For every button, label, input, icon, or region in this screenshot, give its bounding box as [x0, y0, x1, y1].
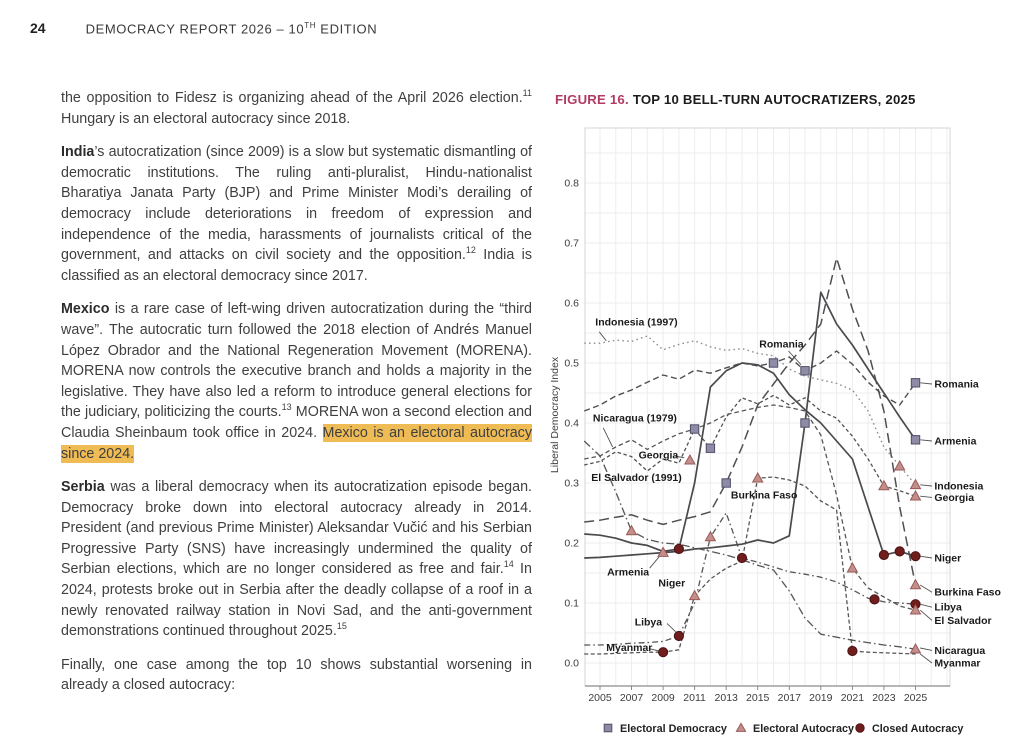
paragraph	[61, 299, 532, 464]
svg-text:Closed Autocracy: Closed Autocracy	[872, 722, 964, 735]
svg-text:Electoral Democracy: Electoral Democracy	[620, 722, 727, 735]
svg-text:0.3: 0.3	[564, 477, 579, 490]
series-elsalvador	[584, 405, 915, 610]
svg-text:Romania: Romania	[759, 338, 804, 351]
svg-text:0.4: 0.4	[564, 417, 579, 430]
svg-text:2011: 2011	[683, 692, 706, 704]
svg-text:2005: 2005	[588, 692, 612, 704]
svg-text:Armenia: Armenia	[607, 566, 650, 579]
page-number: 24	[30, 20, 46, 36]
svg-text:2021: 2021	[840, 692, 865, 704]
svg-text:Myanmar: Myanmar	[606, 641, 653, 654]
series-indonesia	[584, 336, 915, 485]
axis-labels	[549, 178, 927, 705]
svg-text:2013: 2013	[714, 692, 738, 704]
closed-autocracy-icon	[856, 724, 864, 732]
page-header	[30, 20, 377, 36]
text-segment: 13	[281, 402, 292, 413]
text-segment: was a liberal democracy when its autocratization episode began. Democracy broke down into electoral autocracy already in 2014. President (and previous Prime Minister) Aleksandar Vučić and his Serbian Progressive Party (SNS) have increasingly undermined the quality of Serbian elections, which are no longer considered as free and fair.	[61, 479, 532, 578]
svg-text:Electoral Autocracy: Electoral Autocracy	[753, 722, 855, 735]
svg-text:Libya: Libya	[934, 601, 962, 614]
electoral-autocracy-icon	[736, 723, 745, 731]
svg-text:Armenia: Armenia	[934, 435, 977, 448]
svg-text:Burkina Faso: Burkina Faso	[730, 489, 798, 502]
svg-text:2023: 2023	[872, 692, 896, 704]
svg-text:Indonesia (1997): Indonesia (1997)	[595, 316, 678, 329]
highlighted-text: Mexico is an electoral autocracy since 2024.	[61, 424, 532, 462]
paragraph	[61, 142, 532, 286]
svg-text:2025: 2025	[903, 692, 928, 704]
text-segment: Mexico	[61, 301, 110, 318]
paragraph	[61, 477, 532, 642]
svg-text:0.7: 0.7	[564, 237, 579, 250]
svg-text:Myanmar: Myanmar	[934, 657, 981, 670]
text-segment: 14	[503, 559, 514, 570]
text-segment: In 2024, protests broke out in Serbia after the deadly collapse of a roof in a newly renovated railway station in Novi Sad, and the anti-government demonstrations continued throughout 2025.	[61, 561, 532, 640]
svg-text:0.2: 0.2	[564, 537, 579, 550]
country-labels	[591, 317, 1001, 670]
paragraph	[61, 655, 532, 696]
text-segment: ’s autocratization (since 2009) is a slow but systematic dismantling of democratic institutions. The ruling anti-pluralist, Hindu-nationalist Bharatiya Janata Party (BJP) and Prime Minister Modi’s derailing of democracy include deteriorations in freedom of expression and independence of the media, harassments of journalists critical of the government, and attacks on civil society and the opposition.	[61, 144, 532, 264]
svg-text:2007: 2007	[619, 692, 644, 704]
text-segment: the opposition to Fidesz is organizing ahead of the April 2026 election.	[61, 90, 523, 106]
figure-title	[555, 92, 916, 107]
svg-text:El Salvador (1991): El Salvador (1991)	[591, 472, 682, 485]
svg-text:Liberal Democracy Index: Liberal Democracy Index	[549, 356, 561, 474]
svg-text:Nicaragua: Nicaragua	[934, 644, 986, 657]
svg-text:Niger: Niger	[934, 552, 962, 565]
text-segment: Hungary is an electoral autocracy since 2018.	[61, 110, 351, 127]
article	[61, 88, 532, 709]
electoral-democracy-icon	[604, 724, 612, 732]
svg-text:2015: 2015	[746, 692, 770, 704]
text-segment: is a rare case of left-wing driven autocratization during the “third wave”. The autocratic turn followed the 2018 election of Andrés Manuel López Obrador and the National Regeneration Movement (MORENA). MORENA now controls the executive branch and holds a majority in the legislative. They have also led a reform to introduce general elections for the judiciary, politicizing the courts.	[61, 301, 532, 421]
figure-label: FIGURE 16.	[555, 92, 629, 107]
text-segment: 11	[522, 88, 532, 99]
paragraph	[61, 88, 532, 129]
svg-text:0.8: 0.8	[564, 177, 579, 190]
svg-text:0.0: 0.0	[564, 657, 579, 670]
svg-text:Niger: Niger	[658, 577, 686, 590]
figure-16-chart	[545, 115, 1024, 753]
svg-text:Burkina Faso: Burkina Faso	[934, 586, 1001, 599]
svg-text:Nicaragua (1979): Nicaragua (1979)	[592, 412, 677, 425]
chart-svg	[545, 115, 1024, 753]
text-segment: Serbia	[61, 479, 105, 496]
report-title: DEMOCRACY REPORT 2026 – 10TH EDITION	[85, 20, 378, 36]
svg-text:Georgia: Georgia	[638, 449, 679, 462]
svg-text:0.5: 0.5	[564, 357, 579, 370]
text-segment: India	[61, 144, 95, 161]
svg-text:Indonesia: Indonesia	[934, 480, 984, 493]
text-segment: Finally, one case among the top 10 shows substantial worsening in already a closed autocracy:	[61, 656, 532, 694]
text-segment: 15	[336, 621, 347, 632]
text-segment: India is classified as an electoral democracy since 2017.	[61, 247, 533, 284]
series-romania	[584, 351, 915, 411]
svg-text:2017: 2017	[777, 692, 801, 704]
svg-text:2019: 2019	[809, 692, 833, 704]
svg-text:Libya: Libya	[634, 616, 663, 629]
svg-text:0.6: 0.6	[564, 297, 579, 310]
figure-title-text: TOP 10 BELL-TURN AUTOCRATIZERS, 2025	[632, 92, 916, 107]
svg-text:Georgia: Georgia	[934, 491, 975, 504]
svg-text:Romania: Romania	[934, 378, 979, 391]
svg-text:0.1: 0.1	[564, 597, 579, 610]
text-segment: 12	[465, 245, 476, 256]
chart-legend	[604, 723, 963, 735]
svg-text:El Salvador: El Salvador	[934, 614, 992, 627]
svg-text:2009: 2009	[651, 692, 675, 704]
text-segment: MORENA won a second election and Claudia Sheinbaum took office in 2024.	[61, 404, 532, 441]
